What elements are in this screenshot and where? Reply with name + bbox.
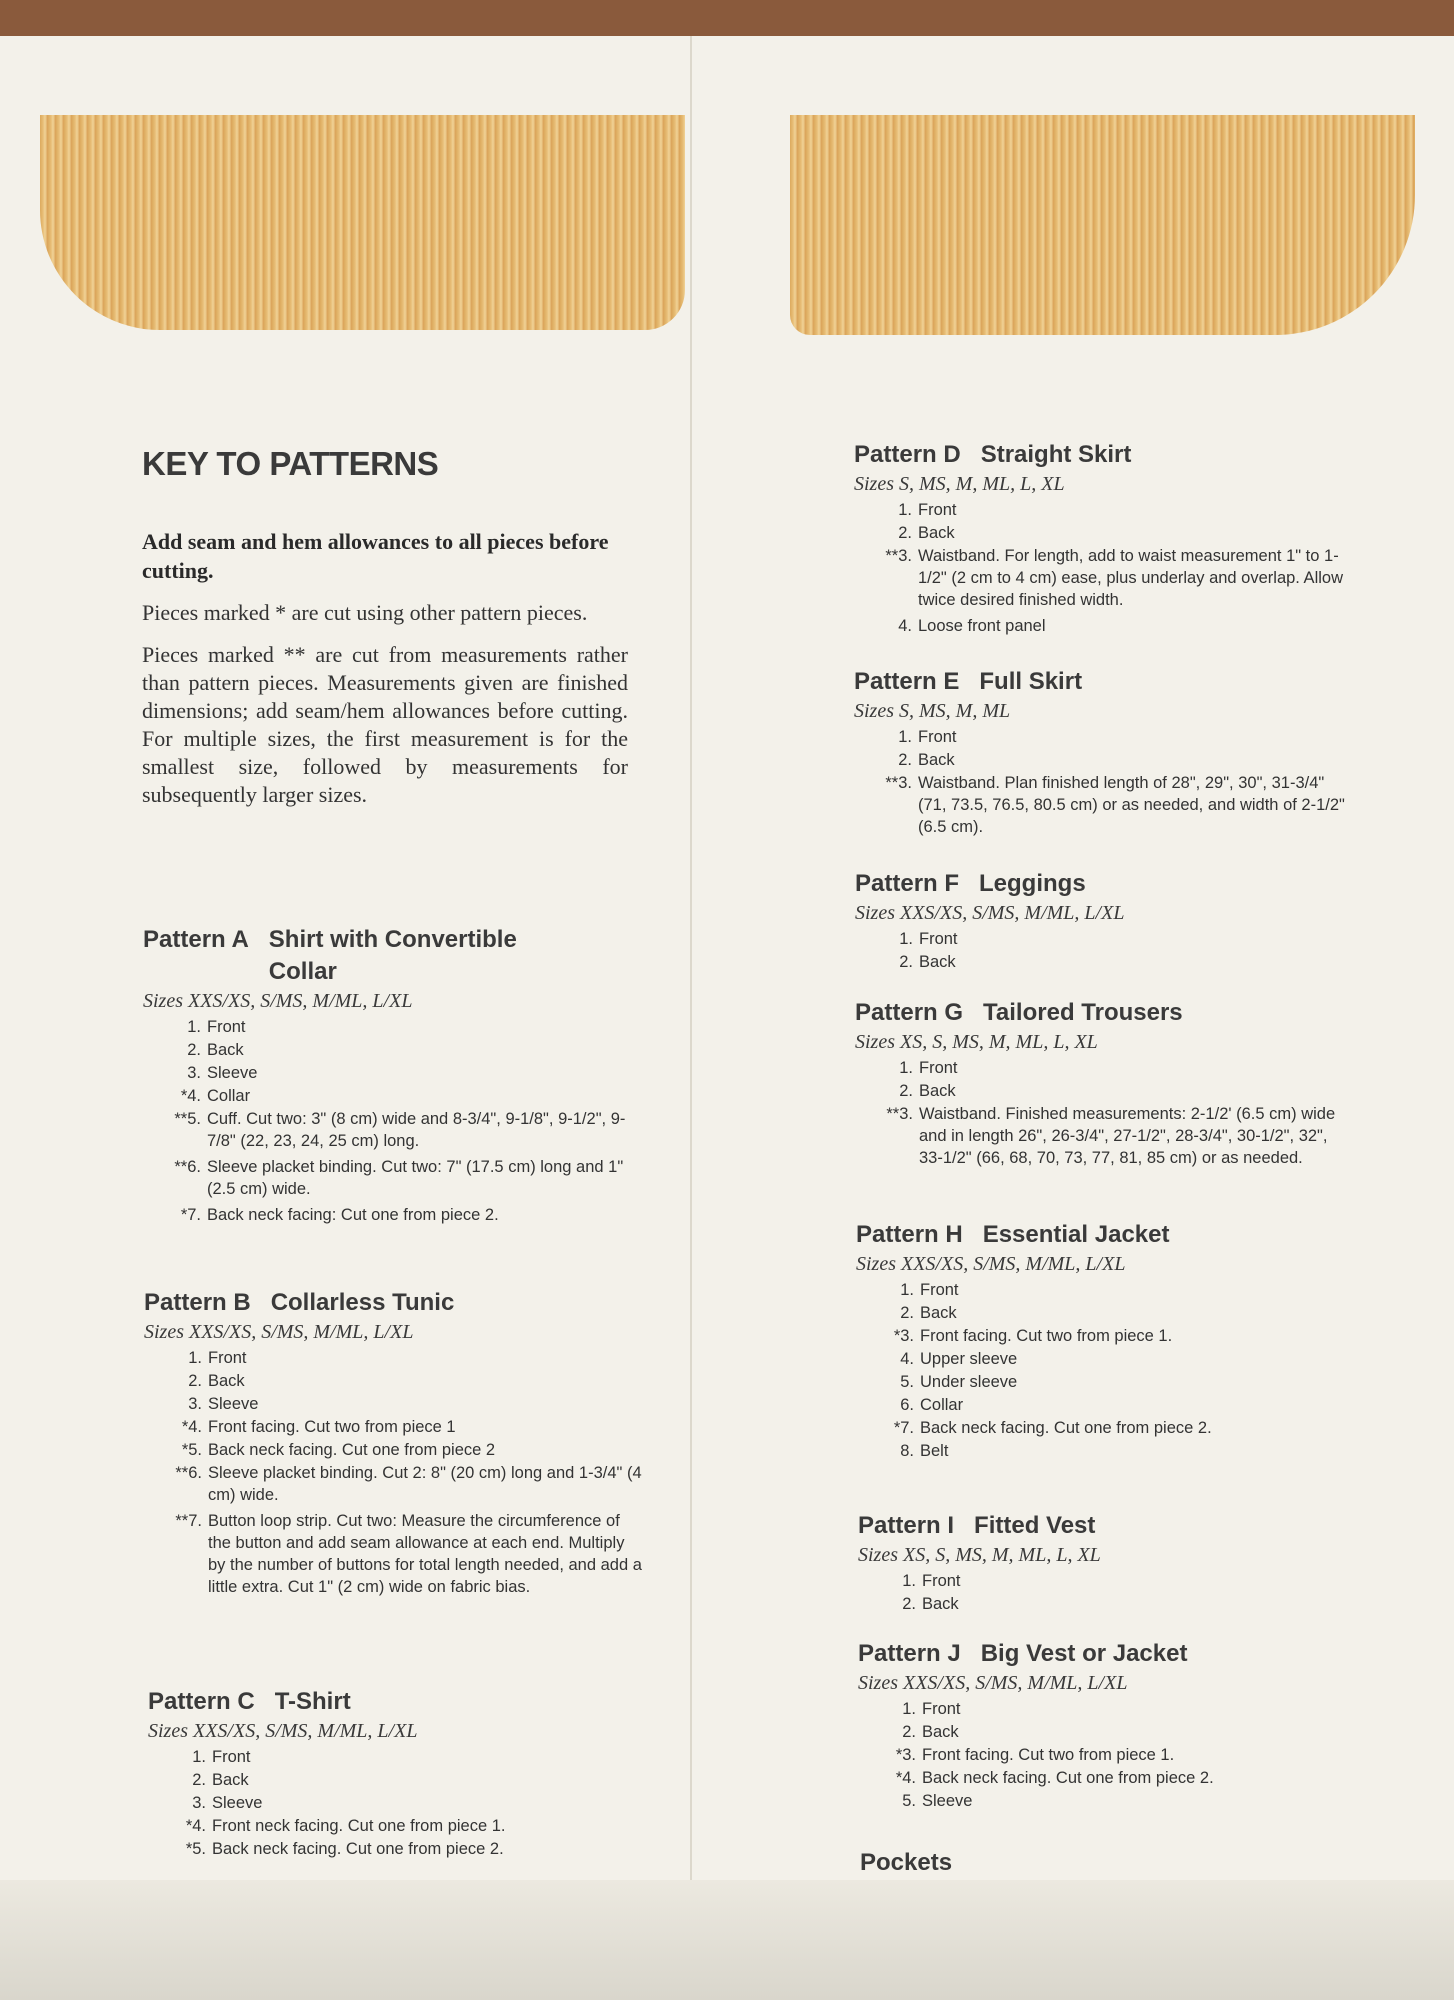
piece-item <box>143 1204 643 1227</box>
piece-list <box>858 1570 1358 1616</box>
piece-item <box>143 1039 643 1062</box>
piece-item <box>855 1103 1355 1169</box>
piece-number: *7. <box>180 1206 201 1224</box>
piece-number: 3. <box>188 1395 202 1413</box>
pattern-label: Pattern D <box>854 441 961 468</box>
pattern-block <box>858 1510 1358 1616</box>
piece-item <box>854 749 1354 772</box>
pattern-block <box>855 997 1355 1173</box>
piece-item <box>856 1325 1356 1348</box>
piece-list <box>858 1698 1358 1813</box>
piece-description: Front neck facing. Cut one from piece 1. <box>212 1817 506 1835</box>
piece-description: Back <box>207 1041 244 1059</box>
piece-number: **3. <box>885 774 912 792</box>
piece-number: 1. <box>899 930 913 948</box>
intro-section <box>142 445 628 809</box>
piece-description: Sleeve placket binding. Cut 2: 8" (20 cm) long and 1-3/4" (4 cm) wide. <box>208 1464 642 1504</box>
piece-description: Front <box>919 930 958 948</box>
piece-number: 1. <box>902 1572 916 1590</box>
piece-number: **3. <box>886 1105 913 1123</box>
pattern-sizes: Sizes XS, S, MS, M, ML, L, XL <box>855 1031 1098 1053</box>
piece-description: Sleeve <box>922 1792 973 1810</box>
piece-number: 1. <box>192 1748 206 1766</box>
piece-description: Front <box>207 1018 246 1036</box>
piece-list <box>855 1057 1355 1169</box>
piece-description: Back <box>918 751 955 769</box>
pattern-name: Tailored Trousers <box>983 999 1183 1026</box>
pattern-title <box>148 1686 648 1718</box>
piece-number: 2. <box>899 953 913 971</box>
pattern-name: Collarless Tunic <box>270 1289 455 1316</box>
piece-item <box>144 1393 644 1416</box>
piece-description: Waistband. Finished measurements: 2-1/2' (6.5 cm) wide and in length 26", 26-3/4", 27-1/2", 28-3/4", 30-1/2", 32", 33-1/2" (66, 68, 70, 73, 77, 81, 85 cm) or as needed. <box>919 1105 1336 1167</box>
pattern-label: Pattern H <box>856 1221 963 1248</box>
pattern-block <box>144 1287 644 1602</box>
piece-number: 2. <box>192 1771 206 1789</box>
pattern-sizes: Sizes XXS/XS, S/MS, M/ML, L/XL <box>143 990 413 1012</box>
piece-item <box>854 726 1354 749</box>
piece-number: 4. <box>900 1350 914 1368</box>
piece-number: 8. <box>900 1442 914 1460</box>
piece-description: Sleeve <box>207 1064 258 1082</box>
piece-description: Front <box>922 1572 961 1590</box>
piece-number: 3. <box>187 1064 201 1082</box>
piece-number: 2. <box>900 1304 914 1322</box>
piece-number: *7. <box>893 1419 914 1437</box>
piece-description: Sleeve <box>208 1395 259 1413</box>
piece-item <box>854 772 1354 838</box>
pattern-label: Pattern B <box>144 1289 251 1316</box>
piece-description: Waistband. Plan finished length of 28", 29", 30", 31-3/4" (71, 73.5, 76.5, 80.5 cm) or as needed, and width of 2-1/2" (6.5 cm). <box>918 774 1345 836</box>
piece-description: Front facing. Cut two from piece 1 <box>208 1418 456 1436</box>
piece-number: 1. <box>898 501 912 519</box>
piece-item <box>854 499 1354 522</box>
piece-number: *4. <box>185 1817 206 1835</box>
pockets-heading: Pockets <box>860 1849 953 1876</box>
piece-number: *5. <box>181 1441 202 1459</box>
piece-item <box>855 1080 1355 1103</box>
piece-item <box>148 1769 648 1792</box>
pattern-name: Straight Skirt <box>980 441 1132 468</box>
piece-list <box>144 1347 644 1598</box>
pattern-sizes: Sizes S, MS, M, ML, L, XL <box>854 473 1065 495</box>
piece-item <box>144 1462 644 1506</box>
piece-item <box>148 1838 648 1861</box>
piece-item <box>856 1394 1356 1417</box>
piece-description: Back neck facing. Cut one from piece 2. <box>212 1840 504 1858</box>
piece-item <box>144 1370 644 1393</box>
piece-description: Back <box>919 953 956 971</box>
pattern-label: Pattern E <box>854 668 960 695</box>
pattern-block <box>856 1219 1356 1463</box>
intro-bold-note: Add seam and hem allowances to all pieces before cutting. <box>142 529 609 583</box>
piece-item <box>148 1746 648 1769</box>
piece-item <box>856 1440 1356 1463</box>
piece-description: Sleeve <box>212 1794 263 1812</box>
piece-number: *4. <box>895 1769 916 1787</box>
pattern-block <box>854 439 1354 638</box>
piece-description: Upper sleeve <box>920 1350 1018 1368</box>
pattern-block <box>143 924 643 1227</box>
pattern-block <box>148 1686 648 1861</box>
pattern-sizes: Sizes XXS/XS, S/MS, M/ML, L/XL <box>855 902 1125 924</box>
piece-number: 2. <box>898 751 912 769</box>
piece-description: Front <box>918 501 957 519</box>
pattern-block <box>855 868 1355 974</box>
pattern-title <box>144 1287 644 1319</box>
piece-number: 2. <box>902 1595 916 1613</box>
piece-description: Back <box>212 1771 249 1789</box>
pattern-sizes: Sizes XXS/XS, S/MS, M/ML, L/XL <box>148 1720 418 1742</box>
pattern-label: Pattern J <box>858 1640 961 1667</box>
piece-list <box>855 928 1355 974</box>
pattern-label: Pattern F <box>855 870 960 897</box>
pattern-label: Pattern I <box>858 1512 955 1539</box>
piece-item <box>858 1767 1358 1790</box>
piece-item <box>855 951 1355 974</box>
piece-item <box>858 1570 1358 1593</box>
piece-description: Back <box>918 524 955 542</box>
piece-description: Back neck facing. Cut one from piece 2 <box>208 1441 496 1459</box>
piece-number: 1. <box>899 1059 913 1077</box>
tape-residue-right <box>790 115 1415 335</box>
piece-item <box>143 1085 643 1108</box>
piece-number: 1. <box>188 1349 202 1367</box>
piece-description: Back neck facing: Cut one from piece 2. <box>207 1206 499 1224</box>
pattern-title <box>143 924 643 988</box>
piece-number: *4. <box>180 1087 201 1105</box>
piece-number: **6. <box>175 1464 202 1482</box>
pattern-title <box>856 1219 1356 1251</box>
piece-number: 6. <box>900 1396 914 1414</box>
page-title: KEY TO PATTERNS <box>142 445 439 482</box>
piece-description: Button loop strip. Cut two: Measure the circumference of the button and add seam allowance at each end. Multiply by the number of buttons for total length needed, and add a little extra. Cut 1" (2 cm) wide on fabric bias. <box>208 1512 642 1596</box>
piece-description: Loose front panel <box>918 617 1046 635</box>
piece-item <box>854 522 1354 545</box>
piece-item <box>856 1348 1356 1371</box>
pattern-label: Pattern C <box>148 1688 255 1715</box>
pattern-label: Pattern G <box>855 999 964 1026</box>
piece-number: 1. <box>187 1018 201 1036</box>
piece-item <box>858 1698 1358 1721</box>
piece-description: Back <box>919 1082 956 1100</box>
piece-item <box>858 1593 1358 1616</box>
piece-item <box>148 1792 648 1815</box>
pattern-sizes: Sizes XXS/XS, S/MS, M/ML, L/XL <box>858 1672 1128 1694</box>
piece-description: Sleeve placket binding. Cut two: 7" (17.5 cm) long and 1" (2.5 cm) wide. <box>207 1158 624 1198</box>
center-fold <box>690 36 692 2000</box>
piece-item <box>143 1016 643 1039</box>
piece-number: 4. <box>898 617 912 635</box>
piece-number: *3. <box>893 1327 914 1345</box>
piece-item <box>856 1302 1356 1325</box>
piece-list <box>856 1279 1356 1463</box>
pattern-block <box>858 1638 1358 1813</box>
piece-description: Front <box>208 1349 247 1367</box>
piece-number: 5. <box>902 1792 916 1810</box>
piece-description: Back <box>922 1723 959 1741</box>
piece-description: Front facing. Cut two from piece 1. <box>920 1327 1173 1345</box>
piece-item <box>144 1347 644 1370</box>
piece-item <box>143 1062 643 1085</box>
piece-description: Back neck facing. Cut one from piece 2. <box>922 1769 1214 1787</box>
pattern-name: Shirt with Convertible Collar <box>268 926 517 985</box>
piece-list <box>854 499 1354 638</box>
pattern-title <box>854 439 1354 471</box>
piece-description: Front <box>919 1059 958 1077</box>
piece-number: 3. <box>192 1794 206 1812</box>
pattern-title <box>858 1638 1358 1670</box>
piece-item <box>854 615 1354 638</box>
piece-description: Cuff. Cut two: 3" (8 cm) wide and 8-3/4", 9-1/8", 9-1/2", 9-7/8" (22, 23, 24, 25 cm) long. <box>207 1110 626 1150</box>
piece-number: 1. <box>898 728 912 746</box>
piece-description: Under sleeve <box>920 1373 1018 1391</box>
pattern-title <box>854 666 1354 698</box>
pattern-title <box>855 868 1355 900</box>
tape-residue-left <box>40 115 685 330</box>
piece-description: Front <box>918 728 957 746</box>
torn-bottom-edge <box>0 1880 1454 2000</box>
pattern-name: Essential Jacket <box>982 1221 1170 1248</box>
piece-description: Front <box>922 1700 961 1718</box>
pattern-block <box>854 666 1354 842</box>
pattern-name: Full Skirt <box>979 668 1083 695</box>
pattern-name: Big Vest or Jacket <box>980 1640 1188 1667</box>
piece-description: Back <box>922 1595 959 1613</box>
piece-number: **5. <box>174 1110 201 1128</box>
piece-number: 2. <box>187 1041 201 1059</box>
pattern-sizes: Sizes XXS/XS, S/MS, M/ML, L/XL <box>856 1253 1126 1275</box>
piece-number: 2. <box>902 1723 916 1741</box>
pattern-sizes: Sizes XXS/XS, S/MS, M/ML, L/XL <box>144 1321 414 1343</box>
piece-description: Front facing. Cut two from piece 1. <box>922 1746 1175 1764</box>
intro-paragraph-2: Pieces marked ** are cut from measurements rather than pattern pieces. Measurements given are finished dimensions; add seam/hem allowances before cutting. For multiple sizes, the first measurement is for the smallest size, followed by measurements for subsequently larger sizes. <box>142 642 628 807</box>
piece-item <box>858 1721 1358 1744</box>
piece-description: Front <box>212 1748 251 1766</box>
piece-item <box>148 1815 648 1838</box>
piece-number: 5. <box>900 1373 914 1391</box>
piece-item <box>856 1371 1356 1394</box>
piece-item <box>143 1156 643 1200</box>
piece-description: Back neck facing. Cut one from piece 2. <box>920 1419 1212 1437</box>
piece-number: 2. <box>188 1372 202 1390</box>
piece-number: *3. <box>895 1746 916 1764</box>
piece-item <box>143 1108 643 1152</box>
piece-description: Back <box>208 1372 245 1390</box>
piece-list <box>854 726 1354 838</box>
pattern-title <box>855 997 1355 1029</box>
pattern-title <box>858 1510 1358 1542</box>
piece-number: **3. <box>885 547 912 565</box>
piece-item <box>856 1279 1356 1302</box>
piece-list <box>148 1746 648 1861</box>
piece-item <box>858 1744 1358 1767</box>
pattern-name: Fitted Vest <box>974 1512 1096 1539</box>
piece-number: 1. <box>902 1700 916 1718</box>
pattern-name: Leggings <box>979 870 1086 897</box>
piece-description: Belt <box>920 1442 949 1460</box>
pattern-sizes: Sizes XS, S, MS, M, ML, L, XL <box>858 1544 1101 1566</box>
piece-description: Waistband. For length, add to waist measurement 1" to 1-1/2" (2 cm to 4 cm) ease, plus underlay and overlap. Allow twice desired finished width. <box>918 547 1343 609</box>
piece-description: Collar <box>920 1396 964 1414</box>
piece-number: **6. <box>174 1158 201 1176</box>
piece-description: Collar <box>207 1087 251 1105</box>
piece-item <box>855 928 1355 951</box>
piece-item <box>144 1510 644 1598</box>
piece-description: Back <box>920 1304 957 1322</box>
piece-item <box>858 1790 1358 1813</box>
piece-item <box>855 1057 1355 1080</box>
piece-item <box>854 545 1354 611</box>
piece-number: *4. <box>181 1418 202 1436</box>
piece-list <box>143 1016 643 1227</box>
pattern-name: T-Shirt <box>274 1688 351 1715</box>
pattern-sizes: Sizes S, MS, M, ML <box>854 700 1011 722</box>
piece-item <box>144 1416 644 1439</box>
intro-paragraph-1: Pieces marked * are cut using other pattern pieces. <box>142 600 588 625</box>
piece-number: **7. <box>175 1512 202 1530</box>
piece-item <box>144 1439 644 1462</box>
piece-number: *5. <box>185 1840 206 1858</box>
pattern-label: Pattern A <box>143 926 249 953</box>
piece-number: 1. <box>900 1281 914 1299</box>
piece-number: 2. <box>898 524 912 542</box>
piece-number: 2. <box>899 1082 913 1100</box>
piece-item <box>856 1417 1356 1440</box>
piece-description: Front <box>920 1281 959 1299</box>
